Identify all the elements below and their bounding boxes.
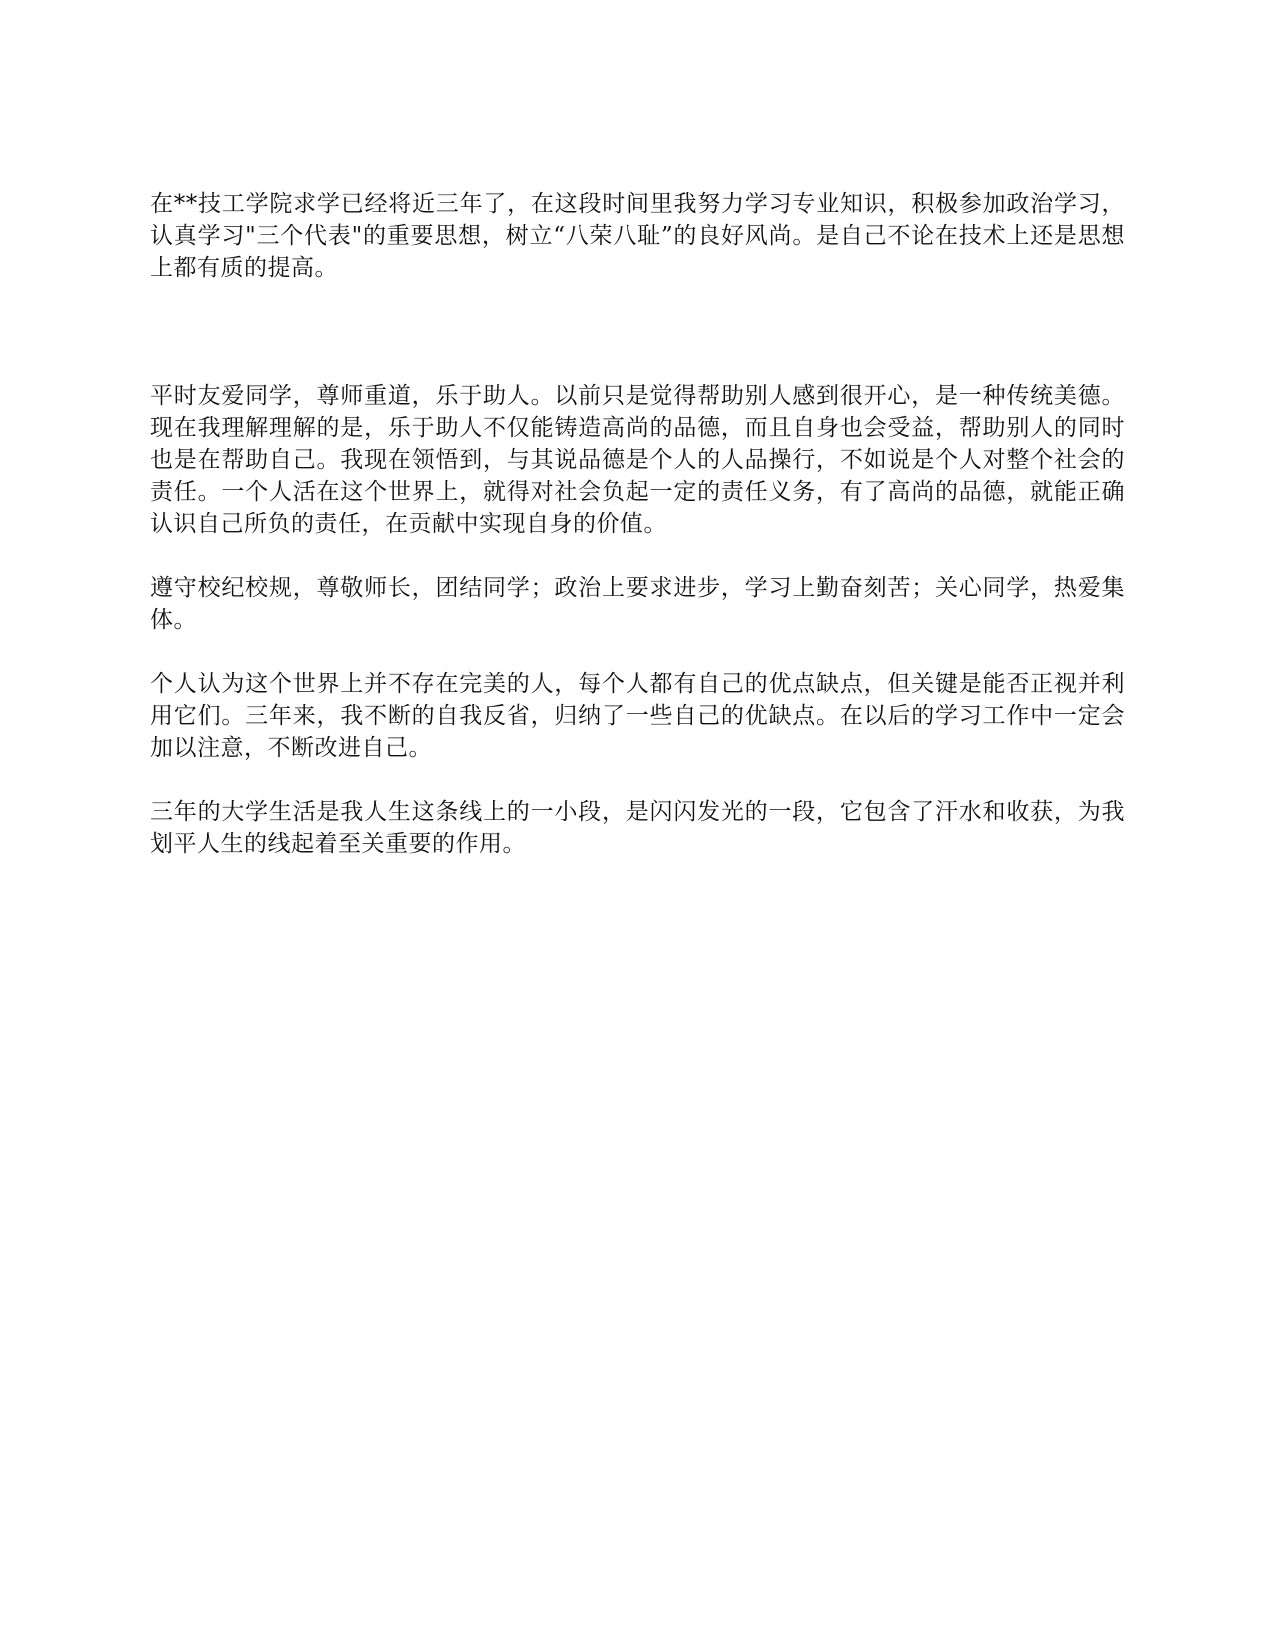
document-body — [150, 188, 1125, 860]
paragraph-self-reflection: 个人认为这个世界上并不存在完美的人，每个人都有自己的优点缺点，但关键是能否正视并利用它们。三年来，我不断的自我反省，归纳了一些自己的优缺点。在以后的学习工作中一定会加以注意，不断改进自己。 — [150, 671, 1125, 761]
paragraph-discipline: 遵守校纪校规，尊敬师长，团结同学；政治上要求进步，学习上勤奋刻苦；关心同学，热爱集体。 — [150, 575, 1125, 633]
paragraph-study-summary: 在**技工学院求学已经将近三年了，在这段时间里我努力学习专业知识，积极参加政治学习，认真学习"三个代表"的重要思想，树立“八荣八耻”的良好风尚。是自己不论在技术上还是思想上都有质的提高。 — [150, 191, 1125, 281]
paragraph-character: 平时友爱同学，尊师重道，乐于助人。以前只是觉得帮助别人感到很开心，是一种传统美德。现在我理解理解的是，乐于助人不仅能铸造高尚的品德，而且自身也会受益，帮助别人的同时也是在帮助自己。我现在领悟到，与其说品德是个人的人品操行，不如说是个人对整个社会的责任。一个人活在这个世界上，就得对社会负起一定的责任义务，有了高尚的品德，就能正确认识自己所负的责任，在贡献中实现自身的价值。 — [150, 383, 1125, 537]
paragraph-conclusion: 三年的大学生活是我人生这条线上的一小段，是闪闪发光的一段，它包含了汗水和收获，为我划平人生的线起着至关重要的作用。 — [150, 799, 1125, 857]
